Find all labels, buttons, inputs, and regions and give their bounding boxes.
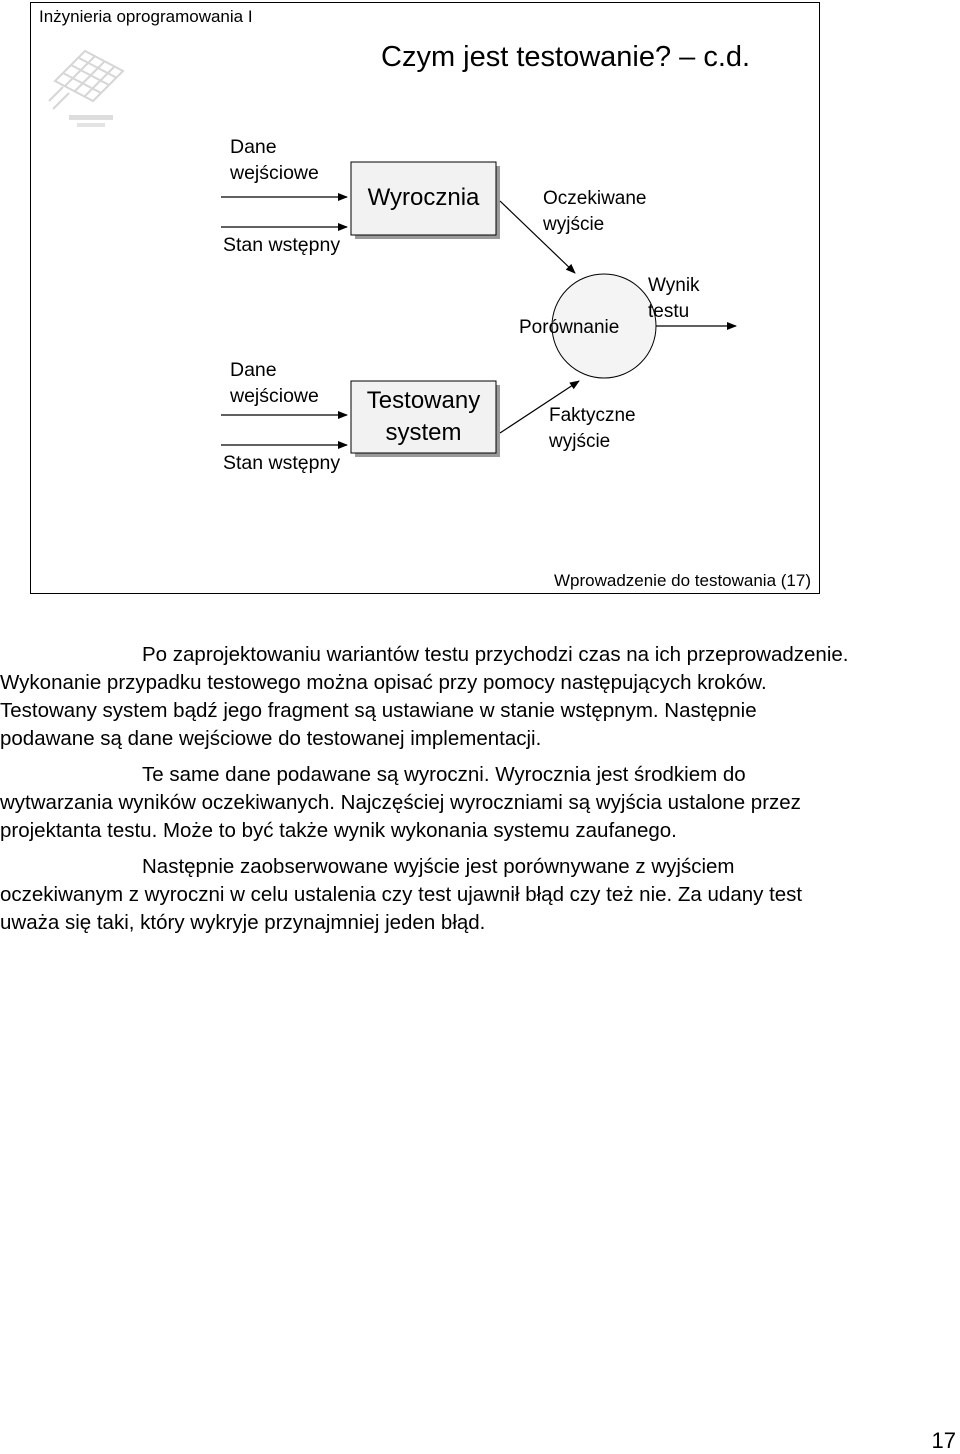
top-input-label: Dane wejściowe — [230, 136, 319, 184]
bottom-input-label: Dane wejściowe — [230, 359, 319, 407]
paragraph-3: Następnie zaobserwowane wyjście jest porównywane z wyjściem oczekiwanym z wyroczni w celu ustalenia czy test ujawnił błąd czy też nie. Za udany test uważa się taki, który wykryje przynajmniej jeden błąd. — [0, 855, 803, 934]
course-title: Inżynieria oprogramowania I — [39, 7, 253, 26]
paragraph-1: Po zaprojektowaniu wariantów testu przychodzi czas na ich przeprowadzenie. Wykonanie przypadku testowego można opisać przy pomocy następujących kroków. Testowany system bądź jego fragment są ustawiane w stanie wstępnym. Następnie podawane są dane wejściowe do testowanej implementacji. — [0, 643, 849, 750]
testing-diagram — [31, 3, 821, 595]
oracle-label: Wyrocznia — [367, 184, 480, 211]
comparison-label: Porównanie — [519, 317, 620, 338]
actual-output-label: Faktyczne wyjście — [549, 405, 636, 452]
test-result-label: Wynik testu — [648, 275, 700, 322]
body-text — [0, 641, 852, 945]
top-state-label: Stan wstępny — [223, 234, 341, 256]
page-number: 17 — [931, 1428, 956, 1453]
tested-system-label: Testowany system — [366, 387, 481, 446]
slide-footer: Wprowadzenie do testowania (17) — [553, 571, 811, 590]
bottom-state-label: Stan wstępny — [223, 452, 341, 474]
slide-title: Czym jest testowanie? – c.d. — [381, 41, 751, 73]
slide-frame — [30, 2, 820, 594]
expected-output-label: Oczekiwane wyjście — [543, 188, 647, 235]
paragraph-2: Te same dane podawane są wyroczni. Wyrocznia jest środkiem do wytwarzania wyników oczekiwanych. Najczęściej wyroczniami są wyjścia ustalone przez projektanta testu. Może to być także wynik wykonania systemu zaufanego. — [0, 763, 801, 842]
